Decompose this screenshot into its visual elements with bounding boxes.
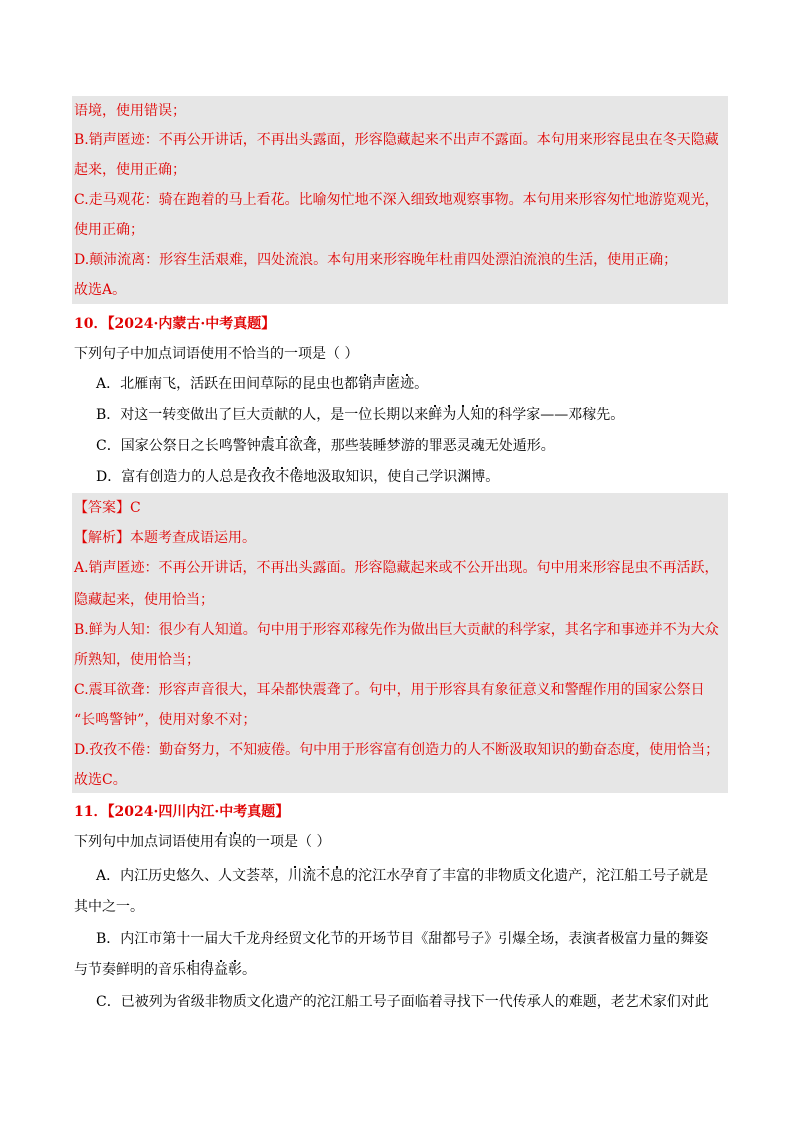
analysis-line: A.销声匿迹：不再公开讲话，不再出头露面。形容隐藏起来或不公开出现。句中用来形容昆虫不再活跃， xyxy=(74,560,719,576)
analysis-label: 【解析】 xyxy=(74,530,130,546)
emphasized-phrase: 鲜为人知 xyxy=(428,403,484,425)
option-text: 的沱江水孕育了丰富的非物质文化遗产，沱江船工号子就是 xyxy=(344,868,709,884)
question-10-header: 10．【2024·内蒙古·中考真题】 xyxy=(74,316,276,332)
prev-analysis-line: 使用正确； xyxy=(74,222,144,238)
question-10-option-b xyxy=(96,405,624,425)
analysis-line: 所熟知，使用恰当； xyxy=(74,652,200,668)
analysis-line: “长鸣警钟”，使用对象不对； xyxy=(74,712,257,728)
analysis-intro: 本题考查成语运用。 xyxy=(130,530,256,546)
question-11-option-a-cont: 其中之一。 xyxy=(74,899,144,915)
emphasized-phrase: 相得益彰 xyxy=(186,958,242,980)
analysis-intro-line xyxy=(74,528,256,548)
question-11-option-c: C．已被列为省级非物质文化遗产的沱江船工号子面临着寻找下一代传承人的难题，老艺术家们对此 xyxy=(96,994,709,1010)
question-10-stem: 下列句子中加点词语使用不恰当的一项是（ ） xyxy=(74,346,359,362)
option-text: C．国家公祭日之长鸣警钟 xyxy=(96,438,261,454)
question-11-option-b-cont xyxy=(74,960,256,980)
answer-line xyxy=(74,498,141,518)
analysis-line: D.孜孜不倦：勤奋努力，不知疲倦。句中用于形容富有创造力的人不断汲取知识的勤奋态度，使用恰当； xyxy=(74,742,720,758)
option-text: D．富有创造力的人总是 xyxy=(96,469,248,485)
question-10-option-a xyxy=(96,374,428,394)
emphasized-phrase: 销声匿迹 xyxy=(358,372,414,394)
question-10-option-c xyxy=(96,436,555,456)
analysis-line: C.震耳欲聋：形容声音很大，耳朵都快震聋了。句中，用于形容具有象征意义和警醒作用的国家公祭日 xyxy=(74,682,705,698)
option-text: A．北雁南飞，活跃在田间草际的昆虫也都 xyxy=(96,376,359,392)
answer-label: 【答案】 xyxy=(74,500,130,516)
question-10-option-d xyxy=(96,467,499,487)
analysis-line: B.鲜为人知：很少有人知道。句中用于形容邓稼先作为做出巨大贡献的科学家，其名字和事迹并不为大众 xyxy=(74,622,719,638)
emphasized-phrase: 震耳欲聋 xyxy=(261,434,317,456)
prev-analysis-line: B.销声匿迹：不再公开讲话，不再出头露面，形容隐藏起来不出声不露面。本句用来形容昆虫在冬天隐藏 xyxy=(74,132,719,148)
stem-text: 下列句中加点词语使用 xyxy=(74,834,214,850)
prev-analysis-line: 语境，使用错误； xyxy=(74,103,186,119)
option-text: 的科学家——邓稼先。 xyxy=(484,407,625,423)
option-text: 。 xyxy=(242,962,256,978)
answer-value: C xyxy=(130,500,141,516)
analysis-line: 故选C。 xyxy=(74,772,127,788)
emphasized-phrase: 有误 xyxy=(214,830,242,852)
question-11-option-a xyxy=(96,866,708,886)
option-text: B．对这一转变做出了巨大贡献的人，是一位长期以来 xyxy=(96,407,429,423)
analysis-line: 隐藏起来，使用恰当； xyxy=(74,592,214,608)
prev-analysis-line: C.走马观花：骑在跑着的马上看花。比喻匆忙地不深入细致地观察事物。本句用来形容匆忙地游览观光， xyxy=(74,192,719,208)
emphasized-phrase: 川流不息 xyxy=(288,864,344,886)
prev-analysis-line: 故选A。 xyxy=(74,282,127,298)
question-11-stem xyxy=(74,832,330,852)
option-text: 。 xyxy=(414,376,429,392)
question-11-header: 11．【2024·四川内江·中考真题】 xyxy=(74,804,290,820)
question-11-option-b: B．内江市第十一届大千龙舟经贸文化节的开场节目《甜都号子》引爆全场，表演者极富力量的舞姿 xyxy=(96,931,709,947)
prev-analysis-line: D.颠沛流离：形容生活艰难，四处流浪。本句用来形容晚年杜甫四处漂泊流浪的生活，使用正确； xyxy=(74,252,678,268)
option-text: 与节奏鲜明的音乐 xyxy=(74,962,186,978)
prev-analysis-line: 起来，使用正确； xyxy=(74,162,186,178)
option-text: A．内江历史悠久、人文荟萃， xyxy=(96,868,289,884)
option-text: 地汲取知识，使自己学识渊博。 xyxy=(303,469,500,485)
option-text: ，那些装睡梦游的罪恶灵魂无处遁形。 xyxy=(316,438,555,454)
stem-text: 的一项是（ ） xyxy=(242,834,331,850)
emphasized-phrase: 孜孜不倦 xyxy=(247,465,303,487)
